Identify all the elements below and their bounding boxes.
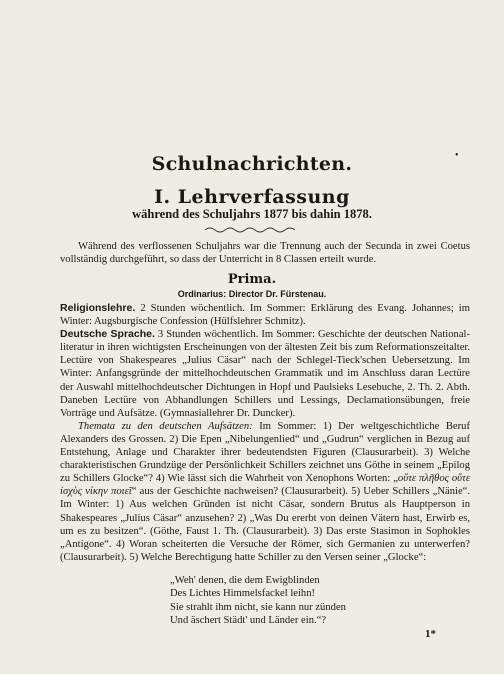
themata-paragraph — [60, 420, 470, 564]
stray-mark: • — [455, 150, 459, 161]
religion-paragraph — [60, 302, 470, 328]
poem-line: Sie strahlt ihm nicht, sie kann nur zünden — [170, 601, 346, 613]
poem-line: Des Lichtes Himmelsfackel leihn! — [170, 588, 316, 600]
ordinarius-line: Ordinarius: Director Dr. Fürstenau. — [177, 289, 327, 299]
poem-line: Und äschert Städt' und Länder ein.“? — [170, 615, 327, 627]
section-subheading: während des Schuljahrs 1877 bis dahin 1878. — [132, 207, 372, 221]
intro-text: Während des verflossenen Schuljahrs war die Trennung auch der Secunda in zwei Coetus vollständig durchgeführt, so dass der Unterricht in 8 Classen erteilt wurde. — [60, 241, 470, 266]
intro-paragraph — [60, 240, 470, 266]
religion-text: 2 Stunden wöchentlich. Im Sommer: Erklärung des Evang. Johannes; im Winter: Augsburgische Confession (Hülfslehrer Schmitz). — [60, 303, 470, 328]
class-heading: Prima. — [227, 272, 277, 287]
poem-quote — [170, 574, 430, 628]
subjects-block — [60, 302, 470, 564]
deutsch-paragraph — [60, 328, 470, 420]
page-title: Schulnachrichten. — [151, 153, 353, 175]
poem-line: „Weh' denen, die dem Ewigblinden — [170, 575, 320, 586]
religion-label: Religionslehre. — [60, 302, 136, 314]
page-number: 1* — [425, 628, 436, 640]
themata-label: Themata zu den deutschen Aufsätzen: — [78, 420, 253, 432]
deutsch-label: Deutsche Sprache. — [60, 328, 155, 341]
themata-text-1: Im Sommer: 1) Der weltgeschichtliche Beruf Alexanders des Grossen. 2) Die Epen „Nibelungenlied“ und „Gudrun“ verglichen in Bezug auf Entstehung, Anlage und Charakter ihrer bedeutendsten Figuren (Clausurarbeit). 3) Welche charakteristischen Grundzüge der Persönlichkeit Schillers zeichnet uns Göthe in seinem „Epilog zu Schillers Glocke“? 4) Wie lässt sich die Wahrheit von Xenophons Worten: „ — [60, 420, 470, 485]
themata-text-2: “ aus der Geschichte nachweisen? (Clausurarbeit). 5) Ueber Schillers „Nänie“. Im Winter: 1) Aus welchen Gründen ist nicht Cäsar, sondern Brutus als Hauptperson in Shakespeares „Julius Cäsar“ anzusehen? 2) „Was Du ererbt von deinen Vätern hast, Erwirb es, um es zu besitzen“. (Göthe, Faust 1. Th. (Clausurarbeit). 3) Das erste Stasimon in Sophokles „Antigone“. 4) Woran scheiterten die Versuche der Römer, sich Germanien zu unterwerfen? (Clausurarbeit). 5) Welche Berechtigung hatte Schiller zu den Versen seiner „Glocke“: — [60, 486, 470, 563]
greek-quote: οὔτε πλῆθος οὔτε ἰσχὺς νίκην ποιεῖ — [60, 473, 470, 498]
deutsch-text: 3 Stunden wöchentlich. Im Sommer: Geschichte der deutschen National-literatur in ihren wichtigsten Erscheinungen von der ältesten Zeit bis zum Reformationszeitalter. Lectüre von Shakespeares „Julius Cäsar“ nach der Schlegel-Tieck'schen Uebersetzung. Im Winter: Anfangsgründe der mittelhochdeutschen Grammatik und im Anschluss daran Lectüre der Auswahl mittelhochdeutscher Dichtungen in Hopf und Paulsieks Lesebuche, 2. Th. 2. Abth. Daneben Lectüre von Abhandlungen Schillers und Lessings, Declamationsübungen, freie Vorträge und Aufsätze. (Gymnasiallehrer Dr. Duncker). — [60, 329, 470, 419]
section-heading: I. Lehrverfassung — [154, 186, 350, 208]
wavy-divider — [205, 226, 295, 234]
